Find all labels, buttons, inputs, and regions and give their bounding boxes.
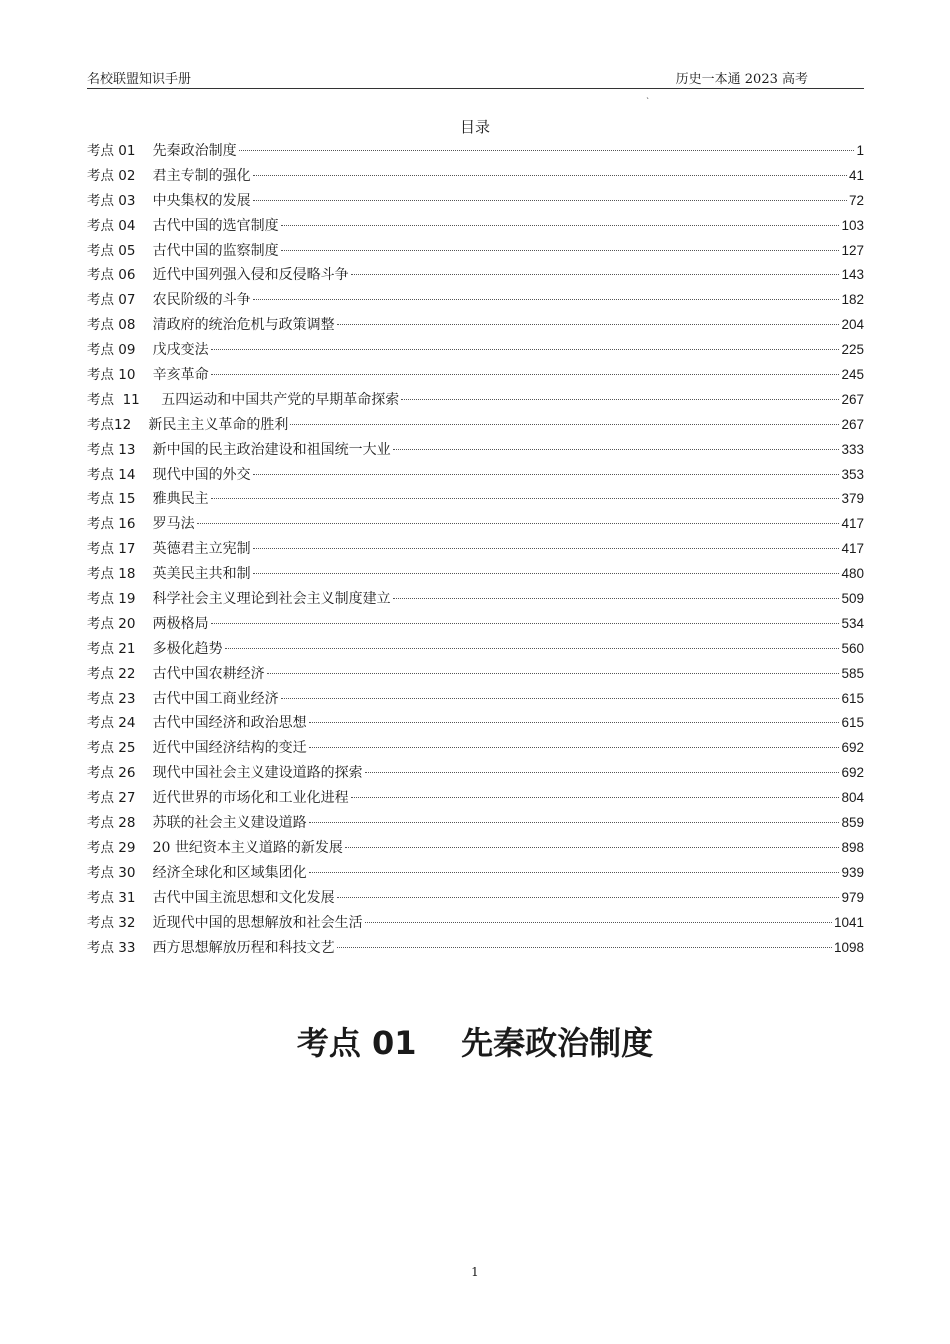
toc-entry-label: 考点 29	[87, 839, 153, 856]
toc-leader-dots	[351, 274, 840, 275]
toc-entry-label: 考点 09	[87, 342, 153, 359]
toc-leader-dots	[253, 474, 840, 475]
toc-entry-label: 考点 23	[87, 690, 153, 707]
toc-leader-dots	[309, 872, 840, 873]
toc-entry-label: 考点 06	[87, 267, 153, 284]
toc-entry-label: 考点 04	[87, 217, 153, 234]
toc-entry-page: 225	[841, 342, 864, 358]
toc-entry[interactable]	[87, 612, 864, 637]
toc-leader-dots	[290, 424, 839, 425]
toc-entry-page: 379	[841, 491, 864, 507]
toc-entry-title: 近现代中国的思想解放和社会生活	[152, 914, 363, 931]
toc-entry-page: 615	[841, 690, 864, 706]
toc-entry-page: 615	[841, 715, 864, 731]
toc-entry-label: 考点 11	[87, 391, 162, 408]
toc-entry-label: 考点 31	[87, 889, 153, 906]
toc-entry-label: 考点 16	[87, 516, 153, 533]
toc-leader-dots	[253, 175, 847, 176]
toc-entry-label: 考点 01	[87, 143, 153, 159]
toc-entry-title: 20 世纪资本主义道路的新发展	[152, 839, 343, 856]
toc-entry-label: 考点 18	[87, 566, 153, 583]
toc-entry-title: 古代中国主流思想和文化发展	[152, 889, 335, 906]
toc-leader-dots	[253, 573, 840, 574]
toc-entry-page: 72	[848, 192, 864, 208]
toc-entry-page: 143	[841, 267, 864, 283]
toc-entry-label: 考点 33	[87, 939, 153, 956]
header-right-title: 历史一本通 2023 高考	[675, 72, 808, 87]
toc-entry[interactable]	[87, 288, 864, 313]
toc-entry-label: 考点 24	[87, 715, 153, 732]
toc-entry-label: 考点 14	[87, 466, 153, 483]
toc-entry-title: 农民阶级的斗争	[152, 292, 251, 309]
toc-entry-label: 考点 07	[87, 292, 153, 309]
toc-entry-label: 考点12	[87, 416, 149, 433]
toc-entry[interactable]	[87, 139, 864, 164]
toc-entry-label: 考点 22	[87, 665, 153, 682]
toc-entry[interactable]	[87, 263, 864, 288]
toc-entry-title: 现代中国社会主义建设道路的探索	[152, 765, 363, 782]
toc-leader-dots	[337, 947, 832, 948]
toc-entry-page: 417	[841, 516, 864, 532]
toc-entry[interactable]	[87, 711, 864, 736]
toc-entry-page: 939	[841, 864, 864, 880]
toc-leader-dots	[351, 797, 840, 798]
toc-title: 目录	[459, 118, 490, 136]
toc-entry[interactable]	[87, 388, 864, 413]
toc-entry[interactable]	[87, 687, 864, 712]
toc-entry[interactable]	[87, 587, 864, 612]
toc-entry[interactable]	[87, 861, 864, 886]
toc-entry-title: 戊戌变法	[152, 342, 209, 359]
toc-entry[interactable]	[87, 313, 864, 338]
toc-entry-title: 古代中国经济和政治思想	[152, 715, 307, 732]
toc-entry-title: 两极格局	[152, 615, 209, 632]
toc-entry-page: 353	[841, 466, 864, 482]
toc-entry[interactable]	[87, 911, 864, 936]
header-divider	[87, 88, 864, 89]
toc-leader-dots	[211, 374, 840, 375]
toc-entry-title: 罗马法	[152, 516, 195, 533]
toc-entry-page: 41	[848, 167, 864, 183]
toc-entry-page: 1041	[833, 914, 864, 930]
header-mark: `	[646, 97, 650, 106]
toc-entry-label: 考点 03	[87, 192, 153, 209]
toc-entry-page: 267	[841, 416, 864, 432]
toc-entry-page: 898	[841, 839, 864, 855]
toc-entry[interactable]	[87, 438, 864, 463]
toc-entry-title: 清政府的统治危机与政策调整	[152, 317, 335, 334]
toc-entry-label: 考点 13	[87, 441, 153, 458]
toc-entry-page: 979	[841, 889, 864, 905]
toc-entry-page: 1	[856, 143, 864, 158]
toc-entry-page: 417	[841, 541, 864, 557]
toc-entry-page: 103	[841, 217, 864, 233]
toc-entry[interactable]	[87, 214, 864, 239]
toc-entry[interactable]	[87, 189, 864, 214]
toc-entry-page: 333	[841, 441, 864, 457]
toc-leader-dots	[197, 523, 840, 524]
toc-entry-title: 雅典民主	[152, 491, 209, 508]
toc-entry-label: 考点 20	[87, 615, 153, 632]
toc-entry-page: 1098	[833, 939, 864, 955]
toc-entry-label: 考点 10	[87, 367, 153, 384]
toc-entry-page: 509	[841, 591, 864, 607]
toc-entry[interactable]	[87, 637, 864, 662]
toc-entry[interactable]	[87, 487, 864, 512]
toc-entry-label: 考点 25	[87, 740, 153, 757]
toc-entry-label: 考点 15	[87, 491, 153, 508]
toc-entry[interactable]	[87, 736, 864, 761]
table-of-contents	[87, 139, 864, 960]
toc-entry-label: 考点 02	[87, 167, 153, 184]
toc-leader-dots	[281, 250, 840, 251]
toc-entry[interactable]	[87, 512, 864, 537]
toc-entry-title: 辛亥革命	[152, 367, 209, 384]
toc-entry-title: 英德君主立宪制	[152, 541, 251, 558]
toc-entry-page: 692	[841, 740, 864, 756]
toc-entry-page: 480	[841, 566, 864, 582]
toc-entry-title: 多极化趋势	[152, 640, 223, 657]
toc-leader-dots	[365, 922, 832, 923]
toc-entry-page: 560	[841, 640, 864, 656]
toc-entry-page: 534	[841, 615, 864, 631]
toc-leader-dots	[281, 225, 840, 226]
toc-entry-label: 考点 08	[87, 317, 153, 334]
toc-entry-label: 考点 27	[87, 790, 153, 807]
toc-entry-title: 新民主主义革命的胜利	[148, 416, 289, 433]
toc-entry[interactable]	[87, 761, 864, 786]
toc-entry-label: 考点 21	[87, 640, 153, 657]
toc-entry-page: 245	[841, 367, 864, 383]
toc-entry[interactable]	[87, 413, 864, 438]
toc-entry-page: 859	[841, 815, 864, 831]
toc-entry-page: 585	[841, 665, 864, 681]
toc-entry[interactable]	[87, 537, 864, 562]
toc-leader-dots	[211, 349, 840, 350]
toc-entry[interactable]	[87, 886, 864, 911]
toc-entry-title: 近代中国经济结构的变迁	[152, 740, 307, 757]
toc-entry-label: 考点 17	[87, 541, 153, 558]
toc-entry-page: 692	[841, 765, 864, 781]
toc-entry-page: 804	[841, 790, 864, 806]
toc-entry-page: 267	[841, 391, 864, 407]
toc-entry[interactable]	[87, 562, 864, 587]
toc-entry-title: 古代中国的监察制度	[152, 242, 279, 259]
toc-entry-label: 考点 05	[87, 242, 153, 259]
toc-entry-page: 182	[841, 292, 864, 308]
toc-entry[interactable]	[87, 786, 864, 811]
toc-entry-title: 苏联的社会主义建设道路	[152, 815, 307, 832]
toc-entry-title: 英美民主共和制	[152, 566, 251, 583]
toc-leader-dots	[239, 150, 855, 151]
toc-entry-title: 西方思想解放历程和科技文艺	[152, 939, 335, 956]
toc-leader-dots	[309, 822, 840, 823]
toc-leader-dots	[211, 623, 840, 624]
toc-entry[interactable]	[87, 239, 864, 264]
toc-entry[interactable]	[87, 936, 864, 961]
toc-leader-dots	[393, 449, 840, 450]
toc-entry-title: 五四运动和中国共产党的早期革命探索	[161, 391, 400, 408]
toc-entry-title: 古代中国农耕经济	[152, 665, 265, 682]
toc-entry[interactable]	[87, 164, 864, 189]
toc-leader-dots	[225, 648, 840, 649]
toc-entry-page: 127	[841, 242, 864, 258]
toc-leader-dots	[253, 200, 847, 201]
toc-leader-dots	[337, 324, 840, 325]
toc-leader-dots	[267, 673, 840, 674]
toc-leader-dots	[309, 722, 840, 723]
toc-entry[interactable]	[87, 836, 864, 861]
toc-leader-dots	[393, 598, 840, 599]
toc-entry-title: 近代中国列强入侵和反侵略斗争	[152, 267, 349, 284]
toc-entry-title: 近代世界的市场化和工业化进程	[152, 790, 349, 807]
toc-leader-dots	[309, 747, 840, 748]
toc-entry[interactable]	[87, 363, 864, 388]
toc-entry-label: 考点 19	[87, 591, 153, 608]
toc-entry[interactable]	[87, 811, 864, 836]
toc-leader-dots	[365, 772, 840, 773]
toc-entry-title: 新中国的民主政治建设和祖国统一大业	[152, 441, 391, 458]
toc-entry-title: 现代中国的外交	[152, 466, 251, 483]
toc-entry-title: 中央集权的发展	[152, 192, 251, 209]
toc-leader-dots	[337, 897, 840, 898]
toc-leader-dots	[253, 548, 840, 549]
toc-entry-title: 先秦政治制度	[152, 143, 237, 159]
toc-entry[interactable]	[87, 338, 864, 363]
toc-entry-label: 考点 26	[87, 765, 153, 782]
toc-leader-dots	[401, 399, 839, 400]
toc-entry-title: 古代中国的选官制度	[152, 217, 279, 234]
toc-entry-label: 考点 30	[87, 864, 153, 881]
header-left-title: 名校联盟知识手册	[87, 72, 192, 87]
toc-entry-label: 考点 32	[87, 914, 153, 931]
toc-entry-page: 204	[841, 317, 864, 333]
toc-leader-dots	[211, 498, 840, 499]
toc-entry-title: 经济全球化和区域集团化	[152, 864, 307, 881]
toc-entry-title: 科学社会主义理论到社会主义制度建立	[152, 591, 391, 608]
toc-entry[interactable]	[87, 463, 864, 488]
page-number: 1	[471, 1265, 479, 1279]
section-heading: 考点 01 先秦政治制度	[296, 1024, 654, 1062]
toc-entry-title: 古代中国工商业经济	[152, 690, 279, 707]
toc-entry-title: 君主专制的强化	[152, 167, 251, 184]
toc-leader-dots	[253, 299, 840, 300]
toc-entry[interactable]	[87, 662, 864, 687]
toc-entry-label: 考点 28	[87, 815, 153, 832]
toc-leader-dots	[345, 847, 840, 848]
toc-leader-dots	[281, 698, 840, 699]
